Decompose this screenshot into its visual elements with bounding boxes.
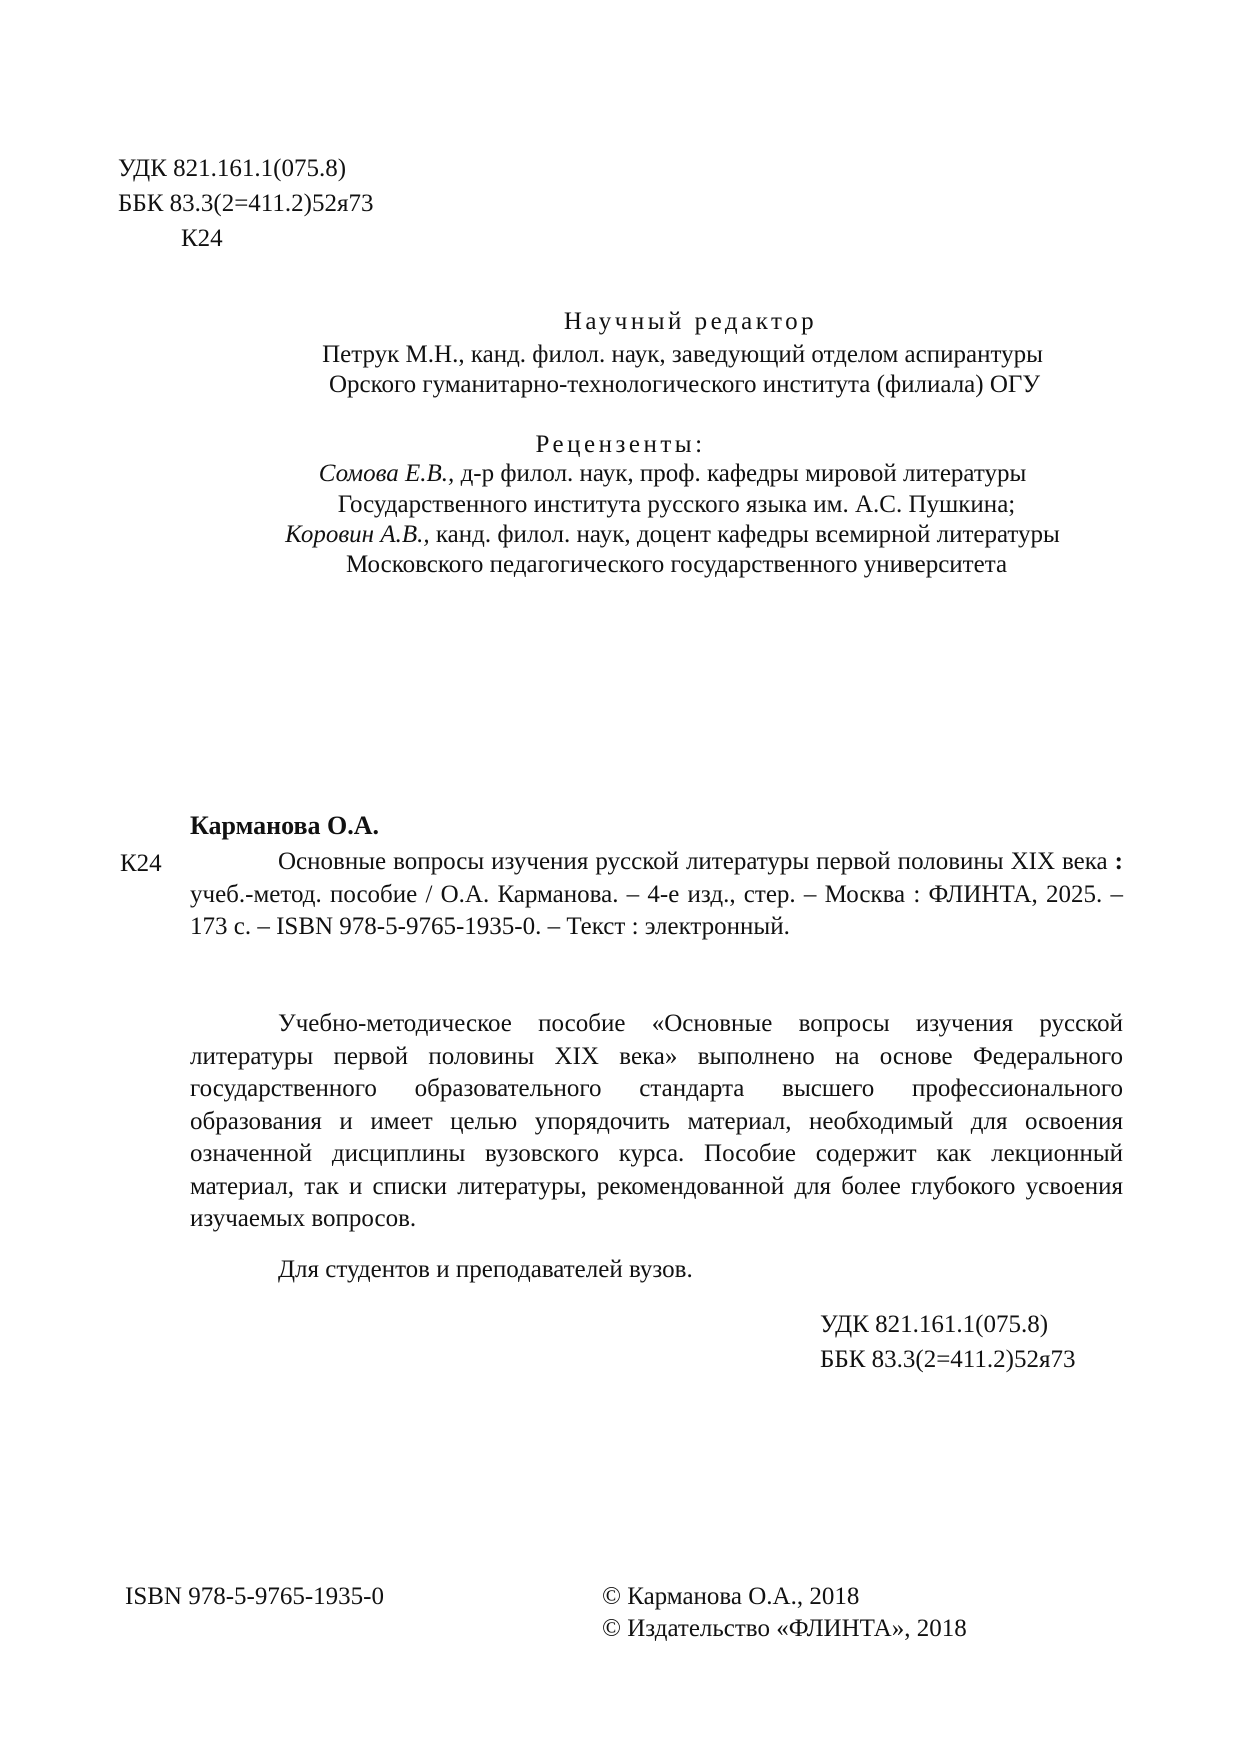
record-title: Основные вопросы изучения русской литературы первой половины XIX века: [278, 848, 1108, 875]
reviewer-2-title: канд. филол. наук, доцент кафедры всемирной литературы: [429, 521, 1060, 548]
bbk-code-top: ББК 83.3(2=411.2)52я73: [118, 190, 374, 217]
isbn-footer: ISBN 978-5-9765-1935-0: [125, 1583, 385, 1610]
editor-line-1: Петрук М.Н., канд. филол. наук, заведующий отделом аспирантуры: [322, 341, 1043, 368]
bibliographic-description: [190, 846, 1123, 944]
udk-code-bottom: УДК 821.161.1(075.8): [820, 1311, 1049, 1338]
reviewer-2: [52, 520, 1241, 549]
target-audience: Для студентов и преподавателей вузов.: [278, 1256, 693, 1283]
editor-heading: Научный редактор: [563, 308, 818, 335]
udk-code-top: УДК 821.161.1(075.8): [118, 155, 347, 182]
editor-line-2: Орского гуманитарно-технологического института (филиала) ОГУ: [328, 371, 1041, 398]
copyright-author: © Карманова О.А., 2018: [602, 1583, 860, 1610]
annotation-text: Учебно-методическое пособие «Основные вопросы изучения русской литературы первой половины XIX века» выполнено на основе Федерального государственного образовательного стандарта высшего профессионального образования и имеет целью упорядочить материал, необходимый для освоения означенной дисциплины вузовского курса. Пособие содержит как лекционный материал, так и списки литературы, рекомендованной для более глубокого усвоения изучаемых вопросов.: [190, 1010, 1123, 1232]
record-title-separator: :: [1107, 848, 1123, 875]
reviewer-1-institution: Государственного института русского языка им. А.С. Пушкина;: [337, 491, 1016, 518]
reviewers-heading: Рецензенты:: [535, 431, 706, 458]
author-mark-record: К24: [120, 850, 162, 877]
reviewer-2-institution: Московского педагогического государственного университета: [345, 551, 1008, 578]
annotation: [190, 1008, 1123, 1236]
author-mark-top: К24: [181, 225, 223, 252]
reviewer-1-title: д-р филол. наук, проф. кафедры мировой литературы: [454, 460, 1027, 487]
bbk-code-bottom: ББК 83.3(2=411.2)52я73: [820, 1346, 1076, 1373]
reviewer-1: [52, 459, 1241, 488]
reviewer-1-name: Сомова Е.В.,: [318, 460, 455, 487]
reviewer-2-name: Коровин А.В.,: [285, 521, 430, 548]
copyright-publisher: © Издательство «ФЛИНТА», 2018: [602, 1615, 967, 1642]
record-author: Карманова О.А.: [190, 811, 379, 840]
record-details: учеб.-метод. пособие / О.А. Карманова. – 4-е изд., стер. – Москва : ФЛИНТА, 2025. – 173 с. – ISBN 978-5-9765-1935-0. – Текст : электронный.: [190, 880, 1123, 940]
